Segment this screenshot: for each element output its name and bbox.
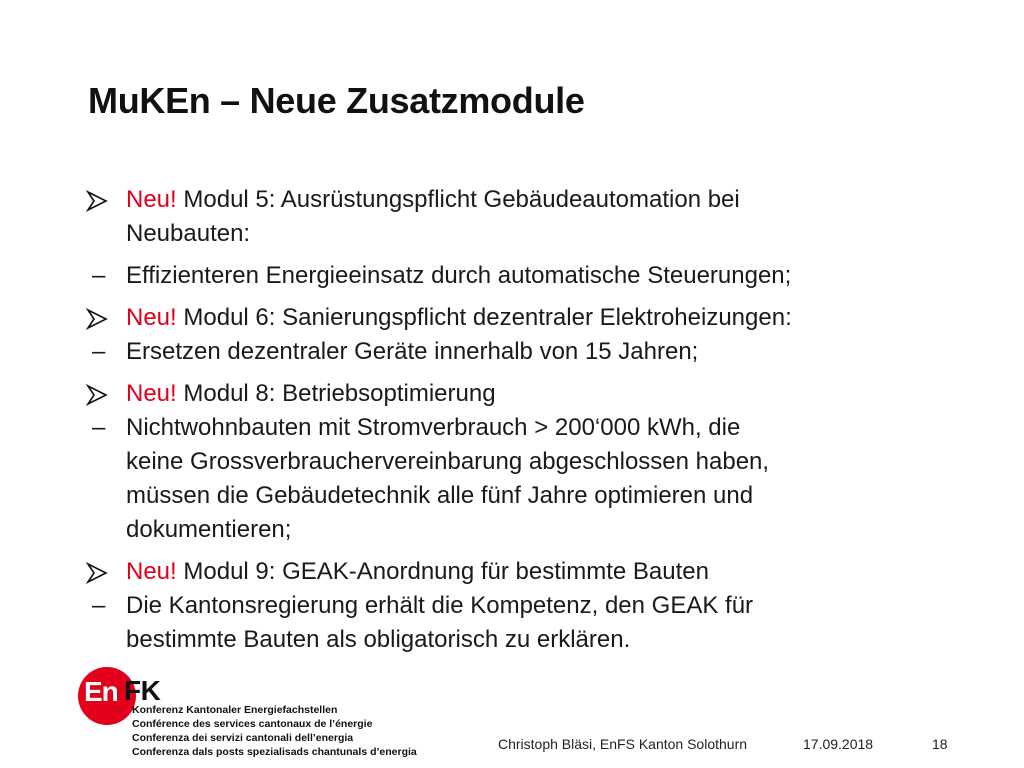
sub-bullet: [82, 411, 982, 547]
bullet-text: Modul 5: Ausrüstungspflicht Gebäudeautomation bei: [183, 186, 740, 213]
neu-label: Neu!: [126, 304, 177, 331]
sub-bullet-text: keine Grossverbrauchervereinbarung abgeschlossen haben,: [126, 448, 770, 475]
logo-line: Conferenza dei servizi cantonali dell’energia: [132, 732, 354, 744]
logo-line: Conférence des services cantonaux de l’énergie: [132, 718, 373, 730]
neu-label: Neu!: [126, 558, 177, 585]
bullet-text: Modul 8: Betriebsoptimierung: [183, 380, 496, 407]
bullet-text: Modul 6: Sanierungspflicht dezentraler Elektroheizungen:: [183, 304, 792, 331]
dash-marker: –: [92, 592, 106, 619]
bullet-list: [82, 183, 982, 657]
arrow-bullet-icon: [86, 384, 108, 406]
bullet-item: [82, 555, 982, 589]
neu-label: Neu!: [126, 380, 177, 407]
dash-marker: –: [92, 414, 106, 441]
logo-line: Conferenza dals posts spezialisads chantunals d’energia: [132, 746, 417, 758]
footer-date: 17.09.2018: [803, 736, 874, 752]
slide-title: MuKEn – Neue Zusatzmodule: [88, 80, 585, 121]
dash-marker: –: [92, 262, 106, 289]
arrow-bullet-icon: [86, 190, 108, 212]
sub-bullet: [82, 335, 982, 369]
bullet-text: Modul 9: GEAK-Anordnung für bestimmte Bauten: [183, 558, 709, 585]
sub-bullet-text: müssen die Gebäudetechnik alle fünf Jahre optimieren und: [126, 482, 754, 509]
bullet-item: [82, 377, 982, 411]
sub-bullet-text: bestimmte Bauten als obligatorisch zu erklären.: [126, 626, 631, 653]
sub-bullet: [82, 259, 982, 293]
page-number: 18: [932, 736, 948, 752]
arrow-bullet-icon: [86, 562, 108, 584]
footer-author: Christoph Bläsi, EnFS Kanton Solothurn: [498, 736, 748, 752]
logo-fk-text: FK: [124, 675, 161, 706]
neu-label: Neu!: [126, 186, 177, 213]
sub-bullet-text: dokumentieren;: [126, 516, 292, 543]
dash-marker: –: [92, 338, 106, 365]
sub-bullet-text: Die Kantonsregierung erhält die Kompetenz, den GEAK für: [126, 592, 754, 619]
sub-bullet-text: Ersetzen dezentraler Geräte innerhalb von 15 Jahren;: [126, 338, 699, 365]
sub-bullet-text: Effizienteren Energieeinsatz durch automatische Steuerungen;: [126, 262, 792, 289]
bullet-item: [82, 301, 982, 335]
logo-line: Konferenz Kantonaler Energiefachstellen: [132, 704, 338, 716]
arrow-bullet-icon: [86, 308, 108, 330]
bullet-text: Neubauten:: [126, 220, 251, 247]
bullet-item: [82, 183, 982, 251]
logo-subtitle: [132, 703, 417, 759]
sub-bullet: [82, 589, 982, 657]
sub-bullet-text: Nichtwohnbauten mit Stromverbrauch > 200‘000 kWh, die: [126, 414, 741, 441]
logo-en-text: En: [84, 676, 118, 707]
